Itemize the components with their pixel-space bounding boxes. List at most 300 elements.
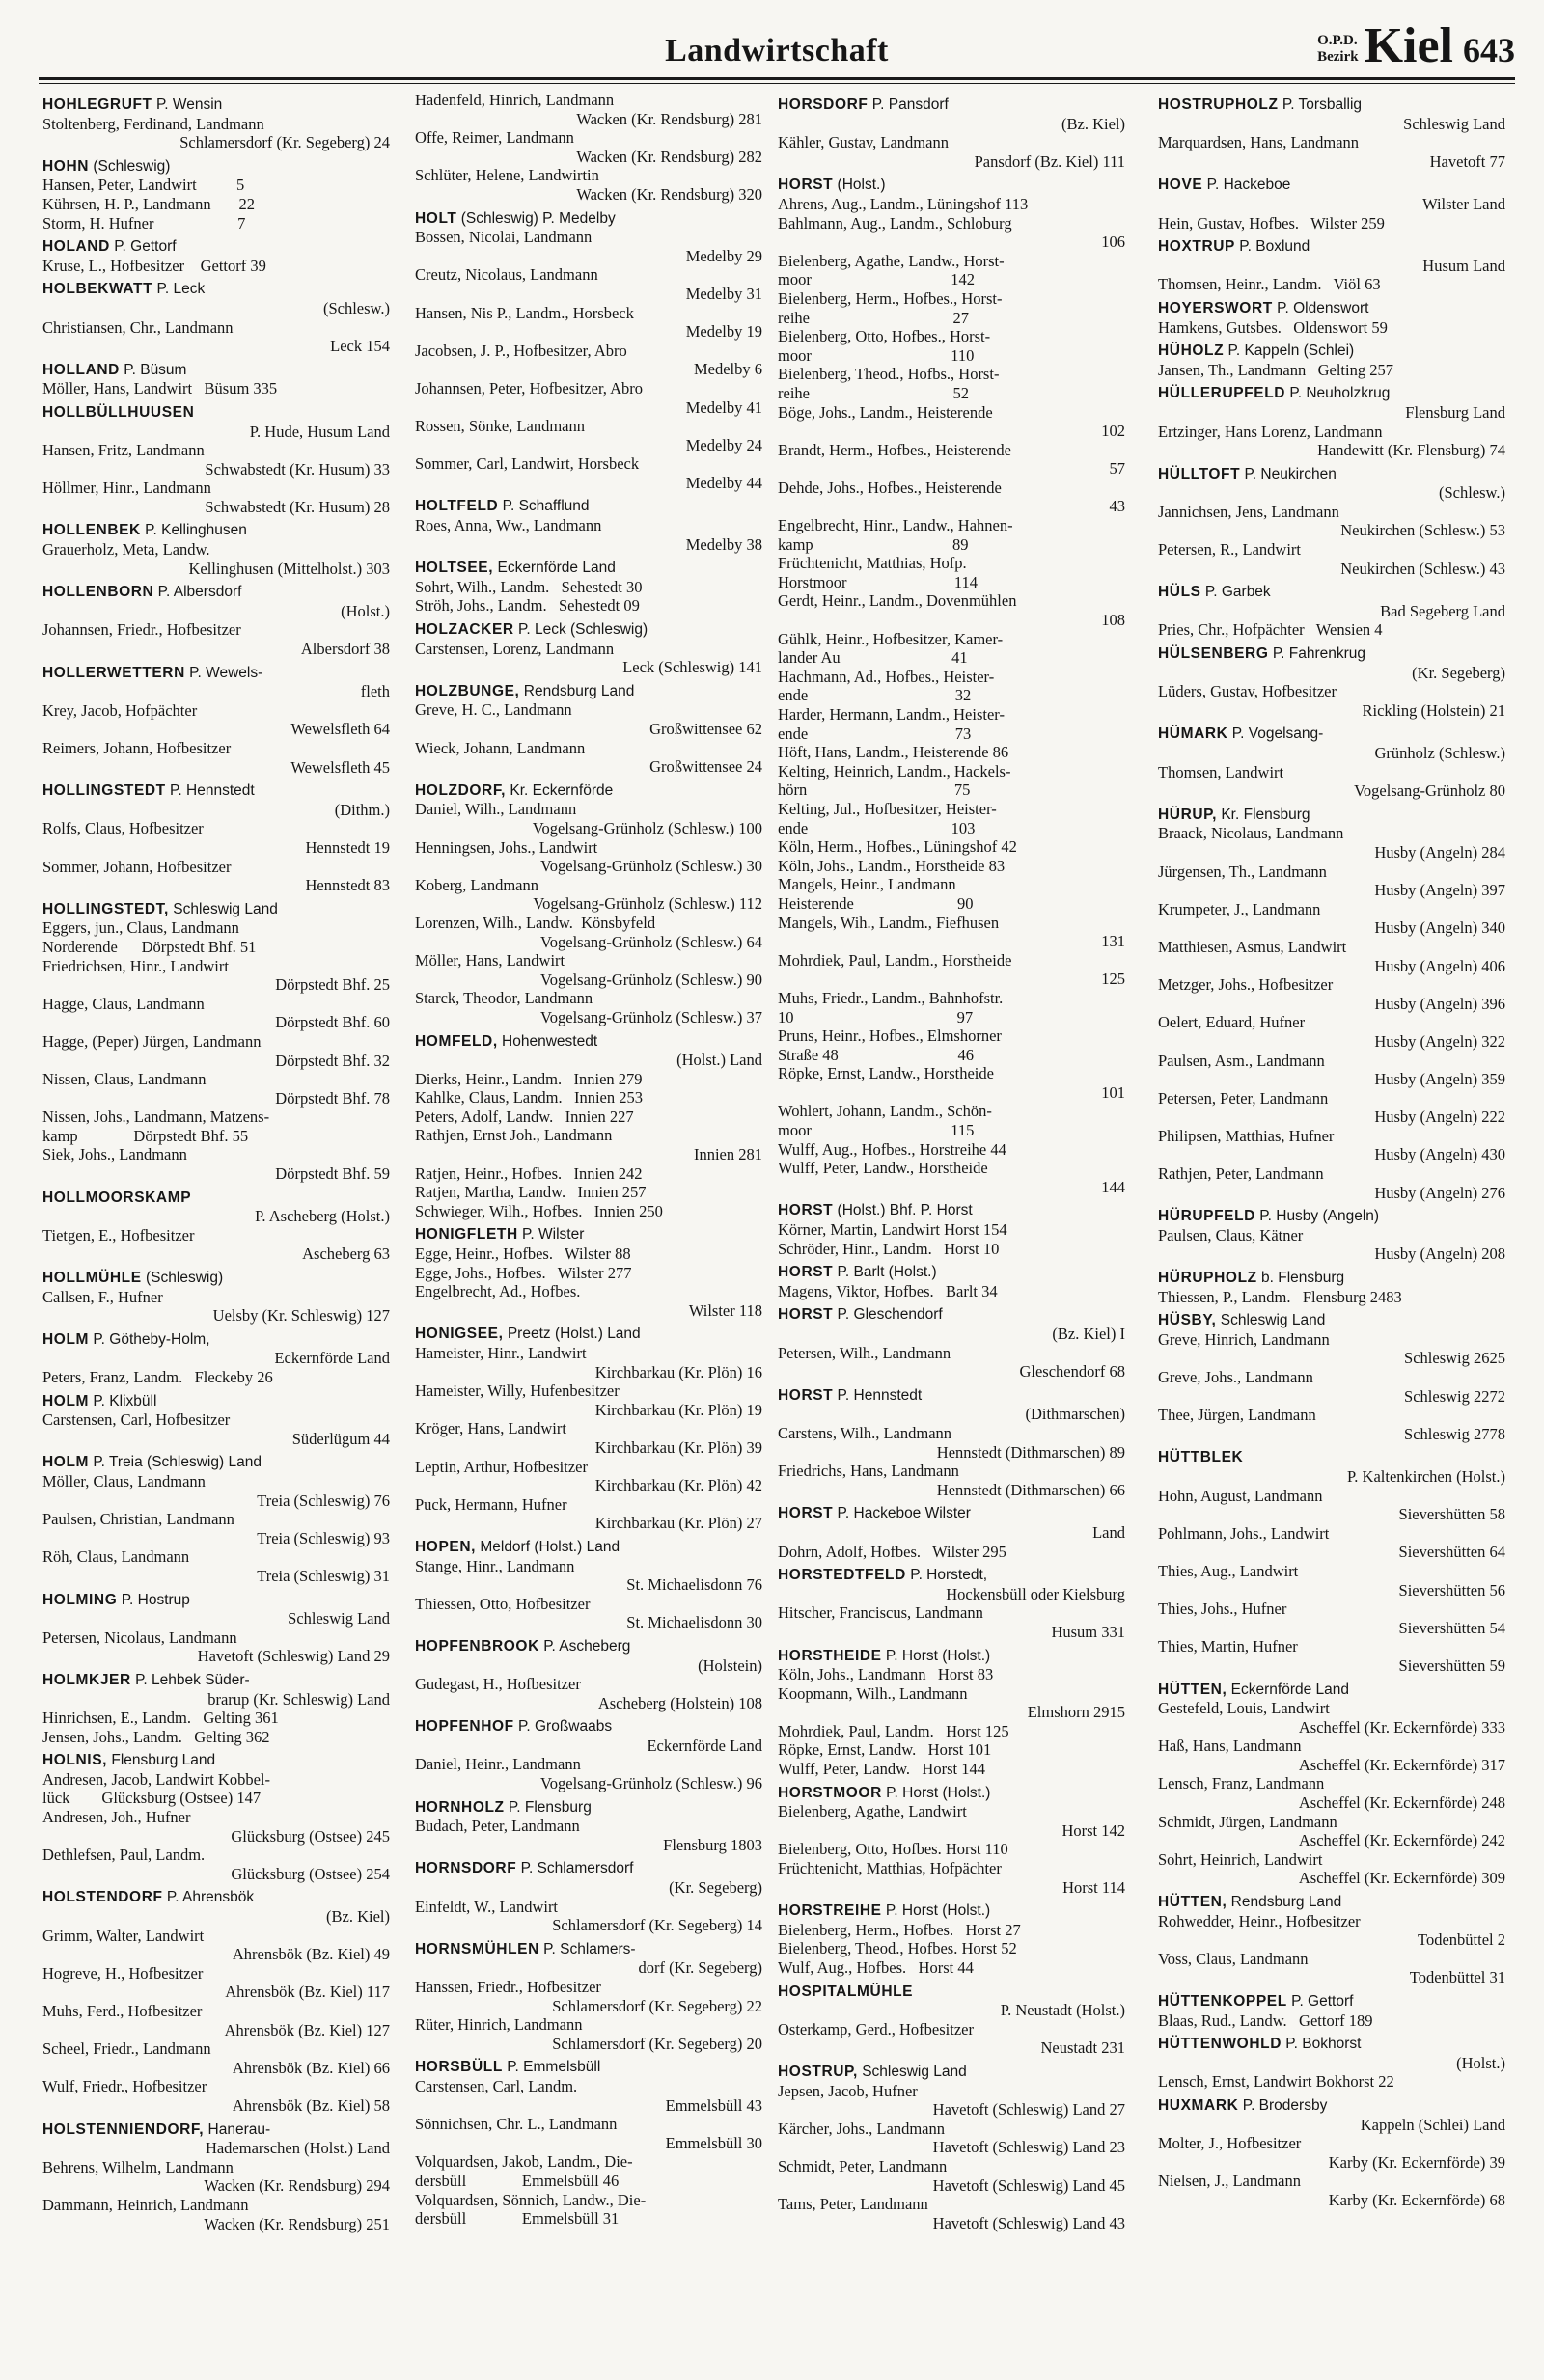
place-name: HOLBEKWATT [42, 281, 153, 298]
entry-location-line: Medelby 24 [685, 435, 762, 454]
entry-line: Pruns, Heinr., Hofbes., Elmshorner [778, 1026, 1002, 1046]
entry-location-line: Emmelsbüll 30 [665, 2133, 762, 2152]
entry-location-line: Kirchbarkau (Kr. Plön) 42 [594, 1476, 762, 1495]
place-postal-info: Schleswig Land [857, 2063, 967, 2080]
entry-line: Behrens, Wilhelm, Landmann [42, 2157, 234, 2176]
entry-line: Tietgen, E., Hofbesitzer [42, 1225, 195, 1245]
entry-location-line: Ascheberg 63 [302, 1245, 390, 1264]
entry-line: Grauerholz, Meta, Landw. [42, 540, 210, 560]
entry-line: Hagge, (Peper) Jürgen, Landmann [42, 1031, 262, 1051]
entry-line: Ahrens, Aug., Landm., Lüningshof 113 [778, 194, 1029, 213]
entry-location-line: Husby (Angeln) 340 [1374, 918, 1505, 938]
entry-location-line: Vogelsang-Grünholz (Schlesw.) 100 [532, 818, 762, 837]
entry-location-line: Husby (Angeln) 208 [1374, 1245, 1505, 1264]
entry-location-line: Dörpstedt Bhf. 78 [275, 1088, 390, 1108]
place-postal-info: Flensburg Land [107, 1752, 216, 1769]
entry-line: Thies, Johs., Hufner [1158, 1600, 1287, 1619]
entry-line: Grimm, Walter, Landwirt [42, 1926, 205, 1945]
entry-location-line: St. Michaelisdonn 76 [626, 1575, 762, 1595]
entry-location-line: Medelby 44 [685, 473, 762, 492]
entry-line: Gerdt, Heinr., Landm., Dovenmühlen [778, 591, 1017, 611]
entry-location-line: Medelby 6 [693, 360, 762, 379]
place-postal-info: Hohenwestedt [497, 1032, 598, 1050]
place-heading [415, 620, 762, 640]
entry-location-line: Schleswig 2272 [1404, 1386, 1505, 1406]
place-postal-info: P. Neukirchen [1240, 465, 1337, 482]
entry-location-line: Großwittensee 24 [649, 757, 762, 777]
entry-line: Nielsen, J., Landmann [1158, 2172, 1302, 2191]
entry-line: Andresen, Jacob, Landwirt Kobbel- [42, 1769, 270, 1789]
entry-line: Krumpeter, J., Landmann [1158, 899, 1321, 918]
entry-location-line: Grünholz (Schlesw.) [1374, 744, 1505, 762]
place-name: HORSDORF [778, 96, 868, 113]
entry-line: Petersen, R., Landwirt [1158, 540, 1302, 560]
place-postal-info: P. Treia (Schleswig) Land [89, 1454, 262, 1471]
entry-location-line: Neukirchen (Schlesw.) 53 [1340, 521, 1505, 540]
entry-line: Lorenzen, Wilh., Landw. Könsbyfeld [415, 913, 656, 932]
entry-location-line: Horst 114 [1062, 1877, 1125, 1897]
place-postal-info: P. Gettorf [109, 238, 177, 256]
entry-location-line: Husby (Angeln) 397 [1374, 881, 1505, 900]
place-name: HORST [778, 1202, 834, 1219]
entry-location-line: Hennstedt 19 [305, 837, 390, 857]
entry-location-line: Havetoft (Schleswig) Land 29 [197, 1647, 390, 1666]
entry-location-line: Schleswig Land [288, 1609, 390, 1628]
entry-location-line: Elmshorn 2915 [1027, 1703, 1125, 1722]
entry-location-line: Wacken (Kr. Rendsburg) 294 [204, 2176, 390, 2196]
entry-line: Lensch, Franz, Landmann [1158, 1774, 1325, 1793]
entry-location-line: Husby (Angeln) 396 [1374, 994, 1505, 1013]
place-name: HOHLEGRUFT [42, 96, 152, 113]
entry-line: Pries, Chr., Hofpächter Wensien 4 [1158, 620, 1383, 640]
place-heading [1158, 806, 1505, 825]
entry-line: Früchtenicht, Matthias, Hofpächter [778, 1859, 1002, 1878]
entry-line: Johannsen, Friedr., Hofbesitzer [42, 620, 241, 640]
place-heading [778, 1566, 1125, 1585]
place-postal-info: (Holst.) Bhf. P. Horst [833, 1202, 973, 1219]
entry-line: Norderende Dörpstedt Bhf. 51 [42, 937, 257, 956]
place-postal-info: P. Büsum [119, 361, 187, 378]
entry-line: Ertzinger, Hans Lorenz, Landmann [1158, 422, 1383, 441]
place-postal-info: P. Fahrenkrug [1268, 645, 1366, 663]
entry-line: Möller, Hans, Landwirt [415, 951, 565, 971]
place-name: HOLLINGSTEDT [42, 782, 166, 800]
entry-line: Hinrichsen, E., Landm. Gelting 361 [42, 1709, 279, 1728]
place-heading [42, 1591, 390, 1610]
place-name: HOLM [42, 1330, 90, 1348]
place-name: HÜTTEN, [1158, 1894, 1227, 1911]
entry-line: ende 73 [778, 724, 972, 743]
entry-line: Molter, J., Hofbesitzer [1158, 2134, 1302, 2153]
entry-line: Greve, H. C., Landmann [415, 700, 572, 720]
place-postal-info: P. Emmelsbüll [502, 2059, 601, 2076]
entry-line: Brandt, Herm., Hofbes., Heisterende [778, 440, 1011, 459]
entry-line: Wulff, Peter, Landw., Horstheide [778, 1159, 988, 1178]
entry-line: Christiansen, Chr., Landmann [42, 317, 234, 337]
entry-location-line: Kirchbarkau (Kr. Plön) 19 [594, 1400, 762, 1419]
entry-line: Metzger, Johs., Hofbesitzer [1158, 975, 1334, 995]
header-rule-thin [39, 83, 1515, 84]
place-name: HOLLERWETTERN [42, 664, 185, 681]
place-heading [42, 96, 390, 115]
entry-line: Sönnichsen, Chr. L., Landmann [415, 2115, 618, 2134]
entry-line: Harder, Hermann, Landm., Heister- [778, 705, 1005, 724]
place-name: HOLLENBORN [42, 584, 154, 601]
entry-location-line: Wilster Land [1422, 194, 1505, 213]
entry-line: Thies, Aug., Landwirt [1158, 1561, 1299, 1580]
entry-line: Thies, Martin, Hufner [1158, 1637, 1298, 1656]
place-name: HOLLENBEK [42, 522, 141, 539]
entry-line: Bielenberg, Herm., Hofbes., Horst- [778, 288, 1003, 308]
entry-line: Rohwedder, Heinr., Hofbesitzer [1158, 1911, 1361, 1930]
entry-line: Creutz, Nicolaus, Landmann [415, 265, 598, 285]
entry-location-line: brarup (Kr. Schleswig) Land [207, 1689, 390, 1709]
entry-line: Matthiesen, Asmus, Landwirt [1158, 937, 1347, 956]
entry-line: Rüter, Hinrich, Landmann [415, 2015, 583, 2035]
entry-location-line: Wacken (Kr. Rendsburg) 251 [204, 2214, 390, 2233]
entry-location-line: Gleschendorf 68 [1019, 1362, 1125, 1381]
entry-line: Bielenberg, Agathe, Landw., Horst- [778, 251, 1005, 270]
entry-location-line: Havetoft 77 [1429, 151, 1505, 171]
place-name: HORST [778, 1505, 834, 1522]
entry-line: Marquardsen, Hans, Landmann [1158, 133, 1360, 152]
entry-line: Heisterende 90 [778, 893, 974, 913]
entry-location-line: Kellinghusen (Mittelholst.) 303 [188, 559, 390, 578]
place-name: HOLLBÜLLHUUSEN [42, 403, 195, 421]
entry-location-line: (Schlesw.) [1438, 483, 1505, 503]
entry-line: Storm, H. Hufner 7 [42, 213, 246, 233]
entry-location-line: Schleswig 2625 [1404, 1349, 1505, 1368]
page-header [39, 17, 1515, 77]
entry-location-line: Hademarschen (Holst.) Land [205, 2139, 390, 2158]
entry-line: Johannsen, Peter, Hofbesitzer, Abro [415, 378, 644, 397]
place-postal-info: Hanerau- [204, 2120, 271, 2138]
entry-location-line: Hennstedt (Dithmarschen) 66 [936, 1480, 1125, 1499]
entry-location-line: P. Neustadt (Holst.) [1000, 2001, 1125, 2020]
place-postal-info: P. Vogelsang- [1227, 725, 1324, 743]
place-name: HORSTMOOR [778, 1784, 882, 1801]
entry-location-line: Husby (Angeln) 359 [1374, 1070, 1505, 1089]
entry-location-line: Havetoft (Schleswig) Land 27 [932, 2100, 1125, 2120]
entry-line: Schmidt, Peter, Landmann [778, 2156, 948, 2175]
place-postal-info: b. Flensburg [1256, 1270, 1345, 1287]
entry-line: Paulsen, Claus, Kätner [1158, 1225, 1304, 1245]
entry-line: Röh, Claus, Landmann [42, 1547, 190, 1567]
entry-location-line: Wacken (Kr. Rendsburg) 281 [576, 109, 762, 128]
entry-location-line: Albersdorf 38 [300, 640, 390, 659]
place-heading [778, 1901, 1125, 1921]
place-name: HOPFENHOF [415, 1718, 514, 1736]
entry-location-line: P. Ascheberg (Holst.) [255, 1207, 390, 1226]
place-postal-info: P. Neuholzkrug [1285, 385, 1391, 402]
place-heading [42, 664, 390, 683]
entry-line: Friedrichs, Hans, Landmann [778, 1462, 959, 1481]
entry-line: moor 110 [778, 345, 975, 365]
place-name: HÜLLTOFT [1158, 465, 1241, 482]
place-name: HORSTHEIDE [778, 1647, 882, 1664]
entry-line: Höllmer, Hinr., Landmann [42, 479, 211, 498]
entry-line: Daniel, Wilh., Landmann [415, 800, 577, 819]
entry-location-line: (Holst.) [341, 601, 390, 620]
place-heading [778, 1386, 1125, 1406]
entry-location-line: 57 [1109, 459, 1125, 479]
column-1 [42, 91, 390, 2233]
place-postal-info: Rendsburg Land [1227, 1894, 1342, 1911]
entry-line: Köln, Johs., Landm., Horstheide 83 [778, 856, 1006, 875]
entry-line: reihe 52 [778, 383, 969, 402]
entry-line: Jensen, Johs., Landm. Gelting 362 [42, 1727, 270, 1746]
entry-line: Offe, Reimer, Landmann [415, 128, 574, 148]
entry-location-line: Ahrensbök (Bz. Kiel) 58 [232, 2095, 390, 2115]
place-postal-info: P. Großwaabs [513, 1718, 613, 1736]
entry-location-line: Sievershütten 58 [1398, 1505, 1505, 1524]
entry-line: Hitscher, Franciscus, Landmann [778, 1603, 983, 1623]
place-postal-info: (Holst.) [833, 177, 886, 194]
entry-line: Wieck, Johann, Landmann [415, 738, 586, 757]
entry-line: Daniel, Heinr., Landmann [415, 1755, 581, 1774]
place-postal-info: Schleswig Land [168, 900, 278, 917]
place-heading [778, 1263, 1125, 1282]
entry-line: Thiessen, Otto, Hofbesitzer [415, 1594, 591, 1613]
place-postal-info: P. Gettorf [1286, 1993, 1354, 2010]
entry-location-line: Medelby 31 [685, 284, 762, 303]
entry-line: Kelting, Jul., Hofbesitzer, Heister- [778, 799, 997, 818]
entry-location-line: Ascheffel (Kr. Eckernförde) 317 [1298, 1755, 1505, 1774]
entry-line: Magens, Viktor, Hofbes. Barlt 34 [778, 1281, 998, 1300]
entry-location-line: (Dithm.) [334, 800, 390, 819]
place-heading [1158, 1893, 1505, 1912]
place-postal-info: P. Lehbek Süder- [130, 1671, 250, 1688]
entry-line: Dohrn, Adolf, Hofbes. Wilster 295 [778, 1542, 1006, 1561]
entry-line: Böge, Johs., Landm., Heisterende [778, 402, 993, 422]
place-heading [42, 1453, 390, 1472]
place-postal-info: P. Brodersby [1238, 2096, 1328, 2114]
entry-line: Bielenberg, Agathe, Landwirt [778, 1802, 967, 1821]
place-postal-info: P. Schlamers- [538, 1940, 636, 1957]
entry-location-line: Treia (Schleswig) 31 [257, 1566, 390, 1585]
entry-location-line: 108 [1101, 611, 1125, 630]
entry-line: Hohn, August, Landmann [1158, 1486, 1323, 1505]
entry-line: Sommer, Carl, Landwirt, Horsbeck [415, 454, 640, 474]
entry-location-line: Karby (Kr. Eckernförde) 39 [1328, 2152, 1505, 2172]
entry-location-line: fleth [360, 682, 390, 701]
place-heading [1158, 342, 1505, 361]
place-name: HORST [778, 1264, 834, 1281]
entry-location-line: Ascheffel (Kr. Eckernförde) 309 [1298, 1869, 1505, 1888]
place-postal-info: P. Flensburg [504, 1798, 592, 1816]
entry-line: Möller, Claus, Landmann [42, 1471, 206, 1491]
place-heading [415, 682, 762, 701]
place-postal-info: Kr. Eckernförde [506, 781, 614, 799]
column-3 [778, 91, 1125, 2232]
entry-location-line: 106 [1101, 233, 1125, 252]
place-name: HOLLAND [42, 361, 120, 378]
place-postal-info: Rendsburg Land [519, 682, 635, 699]
entry-line: Andresen, Joh., Hufner [42, 1808, 191, 1827]
place-heading [1158, 465, 1505, 484]
place-heading [42, 157, 390, 177]
place-name: HOLSTENNIENDORF, [42, 2120, 205, 2138]
entry-line: Bielenberg, Otto, Hofbes., Horst- [778, 327, 991, 346]
entry-line: Hansen, Peter, Landwirt 5 [42, 176, 245, 195]
entry-line: dersbüll Emmelsbüll 46 [415, 2171, 620, 2190]
place-name: HOLTSEE, [415, 560, 494, 577]
entry-line: Röpke, Ernst, Landw. Horst 101 [778, 1740, 992, 1760]
entry-line: Tams, Peter, Landmann [778, 2195, 928, 2214]
entry-line: Carstensen, Carl, Hofbesitzer [42, 1410, 231, 1430]
place-postal-info: P. Leck [152, 281, 206, 298]
place-heading [42, 1189, 390, 1208]
entry-location-line: Rickling (Holstein) 21 [1362, 700, 1505, 720]
entry-line: Hansen, Nis P., Landm., Horsbeck [415, 303, 634, 322]
entry-location-line: Ahrensbök (Bz. Kiel) 49 [232, 1945, 390, 1964]
place-name: HOYERSWORT [1158, 299, 1273, 316]
entry-line: 10 97 [778, 1007, 974, 1026]
entry-location-line: Ascheffel (Kr. Eckernförde) 242 [1298, 1831, 1505, 1850]
entry-location-line: Schwabstedt (Kr. Husum) 33 [205, 459, 390, 479]
place-name: HORST [778, 177, 834, 194]
entry-line: Hein, Gustav, Hofbes. Wilster 259 [1158, 213, 1385, 233]
entry-line: Carstens, Wilh., Landmann [778, 1423, 952, 1442]
place-heading [778, 1305, 1125, 1325]
entry-location-line: Eckernförde Land [647, 1736, 762, 1755]
place-name: HOSTRUP, [778, 2063, 858, 2080]
entry-location-line: Wacken (Kr. Rendsburg) 282 [576, 147, 762, 166]
entry-line: Greve, Johs., Landmann [1158, 1368, 1313, 1386]
entry-line: Petersen, Wilh., Landmann [778, 1343, 951, 1362]
place-heading [1158, 176, 1505, 195]
entry-location-line: Medelby 41 [685, 397, 762, 417]
entry-line: dersbüll Emmelsbüll 31 [415, 2209, 620, 2229]
entry-location-line: Leck (Schleswig) 141 [622, 658, 762, 677]
entry-location-line: Hockensbüll oder Kielsburg [946, 1584, 1125, 1603]
place-heading [415, 1798, 762, 1818]
place-name: HOPFENBROOK [415, 1637, 539, 1655]
place-heading [1158, 2035, 1505, 2054]
place-heading [42, 583, 390, 602]
entry-location-line: Süderlügum 44 [291, 1429, 390, 1448]
entry-line: Jürgensen, Th., Landmann [1158, 862, 1327, 881]
place-heading [415, 559, 762, 578]
entry-line: Nissen, Claus, Landmann [42, 1070, 207, 1089]
entry-line: Volquardsen, Sönnich, Landw., Die- [415, 2190, 647, 2209]
place-heading [415, 1859, 762, 1878]
place-heading [1158, 384, 1505, 403]
place-name: HONIGFLETH [415, 1226, 518, 1244]
entry-line: moor 115 [778, 1121, 975, 1140]
place-postal-info: (Schleswig) [89, 157, 171, 175]
place-name: HOLSTENDORF [42, 1889, 163, 1906]
place-heading [1158, 237, 1505, 257]
entry-line: Sohrt, Wilh., Landm. Sehestedt 30 [415, 577, 643, 596]
entry-line: Carstensen, Carl, Landm. [415, 2076, 578, 2095]
place-name: HOLZBUNGE, [415, 682, 520, 699]
entry-line: reihe 27 [778, 308, 969, 327]
entry-line: Köln, Johs., Landmann Horst 83 [778, 1665, 994, 1684]
entry-line: Paulsen, Christian, Landmann [42, 1510, 234, 1529]
place-postal-info: P. Oldenswort [1272, 299, 1369, 316]
entry-line: Blaas, Rud., Landw. Gettorf 189 [1158, 2011, 1373, 2030]
place-heading [42, 361, 390, 380]
page-number: 643 [1463, 31, 1515, 69]
place-name: HORST [778, 1386, 834, 1404]
place-name: HOLZDORF, [415, 781, 507, 799]
entry-line: Petersen, Nicolaus, Landmann [42, 1628, 237, 1647]
entry-location-line: Sievershütten 54 [1398, 1618, 1505, 1637]
entry-line: Thomsen, Heinr., Landm. Viöl 63 [1158, 275, 1381, 294]
entry-line: Paulsen, Asm., Landmann [1158, 1051, 1325, 1070]
place-name: HORSBÜLL [415, 2059, 503, 2076]
entry-location-line: Husby (Angeln) 276 [1374, 1183, 1505, 1202]
entry-line: Bossen, Nicolai, Landmann [415, 228, 593, 247]
place-name: HOMFELD, [415, 1032, 498, 1050]
entry-line: Krey, Jacob, Hofpächter [42, 700, 198, 720]
place-name: HÜLS [1158, 584, 1201, 601]
place-name: HÜRUPHOLZ [1158, 1270, 1257, 1287]
entry-location-line: Husby (Angeln) 322 [1374, 1031, 1505, 1051]
place-heading [42, 2120, 390, 2140]
place-name: HOLMING [42, 1591, 118, 1608]
entry-location-line: Dörpstedt Bhf. 59 [275, 1164, 390, 1184]
place-name: HÜRUP, [1158, 806, 1218, 823]
place-postal-info: P. Barlt (Holst.) [833, 1264, 937, 1281]
place-postal-info: P. Garbek [1200, 584, 1271, 601]
place-heading [415, 1032, 762, 1052]
column-4 [1158, 91, 1505, 2210]
place-heading [1158, 1207, 1505, 1226]
place-postal-info: P. Schafflund [498, 498, 590, 515]
place-heading [778, 1983, 1125, 2002]
entry-location-line: Husum Land [1422, 256, 1505, 275]
entry-location-line: St. Michaelisdonn 30 [626, 1613, 762, 1632]
entry-location-line: (Kr. Segeberg) [669, 1878, 762, 1898]
place-postal-info: P. Albersdorf [153, 584, 242, 601]
district-label-line2: Bezirk [1317, 49, 1359, 65]
place-heading [415, 1538, 762, 1557]
place-postal-info: P. Horstedt, [905, 1567, 988, 1584]
place-name: HONIGSEE, [415, 1326, 504, 1343]
entry-location-line: Treia (Schleswig) 76 [257, 1491, 390, 1510]
entry-location-line: Kappeln (Schlei) Land [1360, 2115, 1505, 2134]
entry-location-line: Innien 281 [693, 1145, 762, 1164]
entry-line: Gestefeld, Louis, Landwirt [1158, 1699, 1330, 1718]
place-name: HOLAND [42, 238, 110, 256]
place-postal-info: P. Hackeboe [1202, 177, 1291, 194]
place-name: HÜLLERUPFELD [1158, 385, 1286, 402]
entry-line: Siek, Johs., Landmann [42, 1145, 187, 1164]
place-heading [1158, 583, 1505, 602]
entry-line: Kähler, Gustav, Landmann [778, 133, 949, 152]
entry-location-line: Karby (Kr. Eckernförde) 68 [1328, 2190, 1505, 2209]
entry-line: Henningsen, Johs., Landwirt [415, 837, 598, 857]
entry-line: Straße 48 46 [778, 1045, 975, 1064]
entry-location-line: Kirchbarkau (Kr. Plön) 16 [594, 1362, 762, 1381]
place-name: HORST [778, 1306, 834, 1324]
place-postal-info: P. Wilster [517, 1226, 585, 1244]
place-heading [778, 1504, 1125, 1523]
entry-line: Callsen, F., Hufner [42, 1287, 163, 1306]
entry-location-line: Vogelsang-Grünholz (Schlesw.) 30 [539, 857, 762, 876]
entry-location-line: Todenbüttel 2 [1418, 1930, 1505, 1950]
entry-line: Koopmann, Wilh., Landmann [778, 1683, 968, 1703]
place-heading [778, 2063, 1125, 2082]
entry-line: Petersen, Peter, Landmann [1158, 1088, 1329, 1108]
entry-location-line: Sievershütten 56 [1398, 1580, 1505, 1600]
place-heading [1158, 644, 1505, 664]
entry-line: Rolfs, Claus, Hofbesitzer [42, 819, 204, 838]
entry-line: Stange, Hinr., Landmann [415, 1556, 575, 1575]
entry-line: Puck, Hermann, Hufner [415, 1494, 567, 1514]
